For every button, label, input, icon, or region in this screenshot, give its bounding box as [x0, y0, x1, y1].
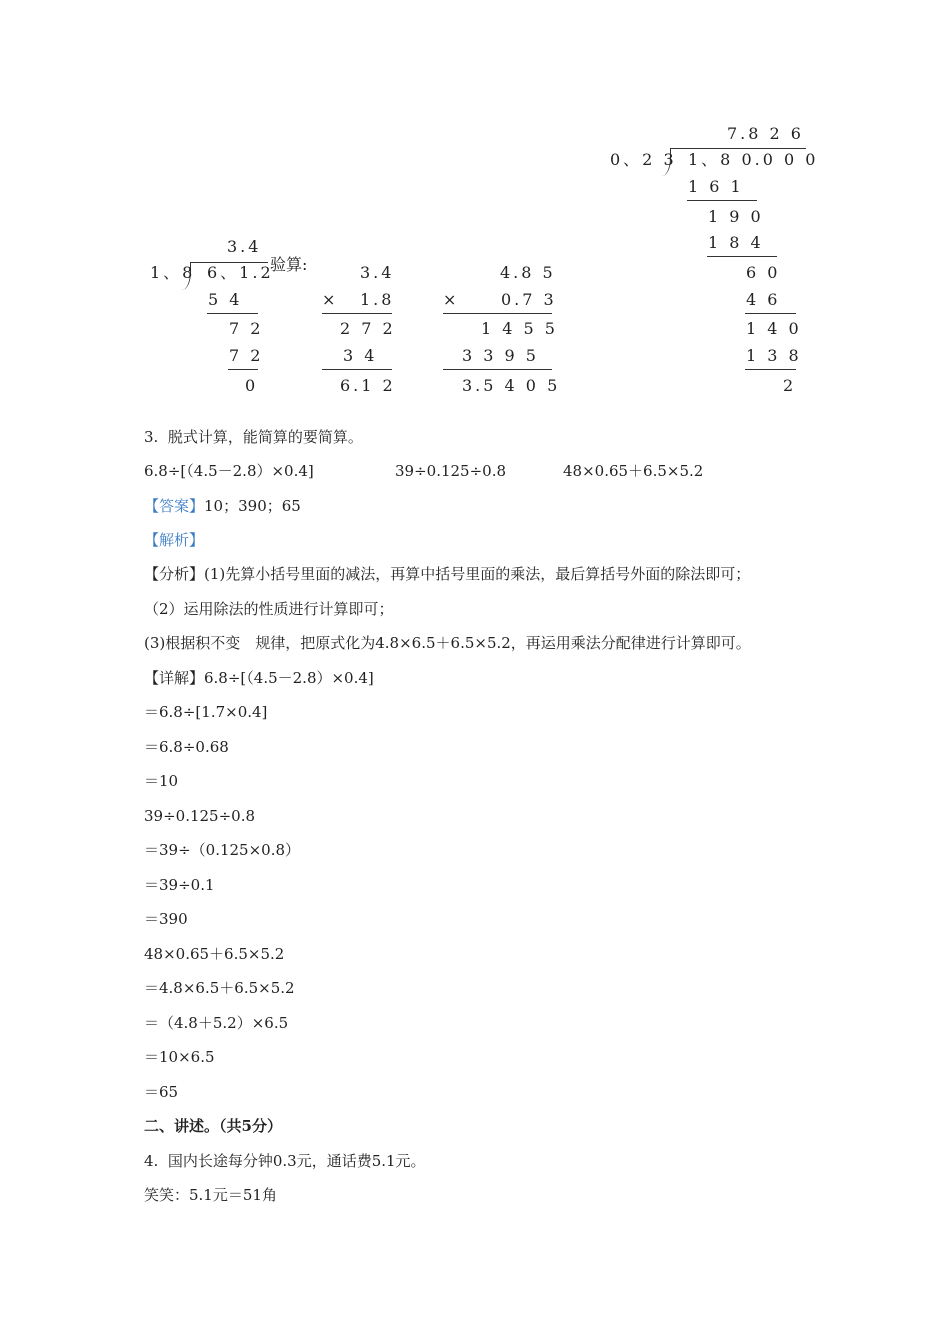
- multiplier: 0.7 3: [501, 290, 557, 309]
- rule: [322, 369, 392, 370]
- rule: [687, 200, 757, 201]
- analysis-label: 【解析】: [144, 531, 205, 549]
- step: 1 4 0: [746, 319, 802, 338]
- step: 6 0: [746, 263, 781, 282]
- step: 1 9 0: [708, 207, 764, 226]
- product: 6.1 2: [340, 376, 396, 395]
- answer-line: [144, 496, 301, 516]
- solution-line: ＝6.8÷[1.7×0.4]: [144, 703, 268, 721]
- rule: [745, 313, 796, 314]
- partial-product: 3 3 9 5: [462, 346, 539, 365]
- divisor: 0、2 3: [610, 150, 677, 169]
- solution-line: ＝39÷（0.125×0.8）: [144, 841, 301, 859]
- rule: [228, 369, 258, 370]
- remainder: 0: [245, 376, 259, 395]
- remainder: 2: [783, 376, 797, 395]
- dividend: 6、1.2: [207, 263, 274, 282]
- multiplicand: 4.8 5: [500, 263, 556, 282]
- solution-line: 39÷0.125÷0.8: [144, 807, 256, 825]
- quotient: 7.8 2 6: [727, 124, 804, 143]
- quotient: 3.4: [227, 237, 262, 256]
- answer-text: 10；390；65: [204, 497, 301, 515]
- rule: [745, 369, 796, 370]
- question-3-title: 3. 脱式计算，能简算的要简算。: [144, 428, 363, 446]
- rule: [443, 313, 552, 314]
- dividend: 1、8 0.0 0 0: [688, 150, 819, 169]
- divisor: 1、8: [150, 263, 196, 282]
- partial-product: 2 7 2: [340, 319, 396, 338]
- step: 5 4: [208, 290, 243, 309]
- rule: [207, 313, 258, 314]
- solution-line: (3)根据积不变 规律，把原式化为4.8×6.5＋6.5×5.2，再运用乘法分配律进行计算即可。: [144, 634, 751, 652]
- step: 1 6 1: [688, 177, 744, 196]
- times-sign: ×: [443, 290, 460, 309]
- question-4-line: 笑笑：5.1元＝51角: [144, 1186, 277, 1204]
- solution-line: ＝390: [144, 910, 188, 928]
- solution-line: ＝（4.8＋5.2）×6.5: [144, 1014, 289, 1032]
- verify-label: 验算:: [270, 255, 308, 274]
- rule: [707, 256, 777, 257]
- step: 7 2: [229, 319, 264, 338]
- times-sign: ×: [322, 290, 339, 309]
- solution-line: ＝39÷0.1: [144, 876, 215, 894]
- solution-line: ＝65: [144, 1083, 179, 1101]
- division-bar: [670, 148, 806, 149]
- step: 1 3 8: [746, 346, 802, 365]
- expression-1: 6.8÷[（4.5－2.8）×0.4]: [144, 462, 314, 480]
- step: 4 6: [746, 290, 781, 309]
- answer-label: 【答案】: [144, 497, 205, 515]
- solution-line: ＝6.8÷0.68: [144, 738, 229, 756]
- solution-line: 【分析】(1)先算小括号里面的减法，再算中括号里面的乘法，最后算括号外面的除法即可；: [144, 565, 751, 583]
- solution-line: 48×0.65＋6.5×5.2: [144, 945, 285, 963]
- step: 1 8 4: [708, 233, 764, 252]
- expression-3: 48×0.65＋6.5×5.2: [563, 462, 704, 480]
- rule: [322, 313, 392, 314]
- question-4-title: 4. 国内长途每分钟0.3元，通话费5.1元。: [144, 1152, 426, 1170]
- solution-line: ＝10: [144, 772, 179, 790]
- multiplier: 1.8: [360, 290, 395, 309]
- section-2-title: 二、讲述。（共5分）: [144, 1117, 282, 1135]
- rule: [443, 369, 552, 370]
- solution-line: 【详解】6.8÷[（4.5－2.8）×0.4]: [144, 669, 374, 687]
- partial-product: 3 4: [343, 346, 378, 365]
- solution-line: ＝10×6.5: [144, 1048, 215, 1066]
- expression-2: 39÷0.125÷0.8: [395, 462, 507, 480]
- solution-line: （2）运用除法的性质进行计算即可；: [144, 600, 394, 618]
- multiplicand: 3.4: [360, 263, 395, 282]
- solution-line: ＝4.8×6.5＋6.5×5.2: [144, 979, 295, 997]
- partial-product: 1 4 5 5: [481, 319, 558, 338]
- step: 7 2: [229, 346, 264, 365]
- product: 3.5 4 0 5: [462, 376, 561, 395]
